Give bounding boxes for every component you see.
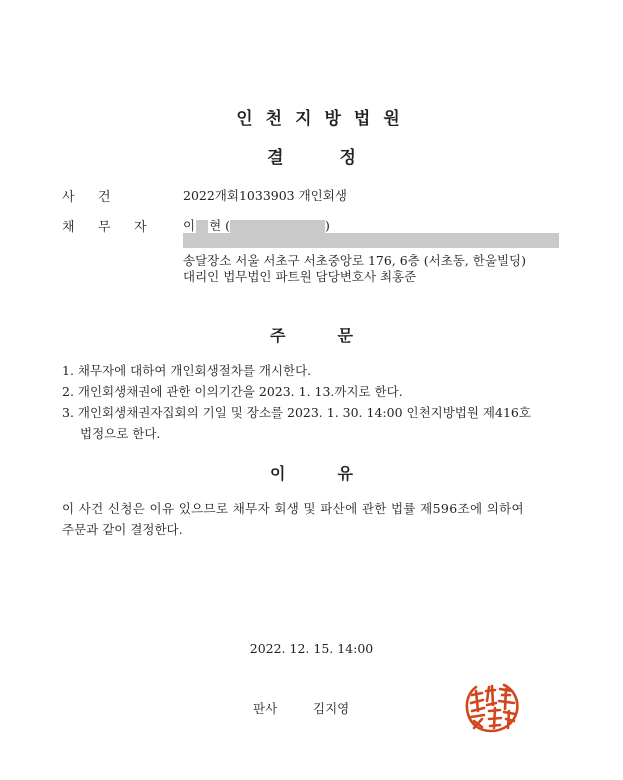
order-item: 3. 개인회생채권자집회의 기일 및 장소를 2023. 1. 30. 14:00 인천지방법원 제416호 <box>62 405 531 420</box>
decision-date: 2022. 12. 15. 14:00 <box>249 641 374 656</box>
court-name: 인천지방법원 <box>236 109 413 129</box>
reason-heading-part: 유 <box>337 464 353 483</box>
reason-heading-part: 이 <box>270 464 286 483</box>
document-type-part: 정 <box>339 148 356 168</box>
legal-agent: 대리인 법무법인 파트원 담당변호사 최홍준 <box>183 269 417 284</box>
debtor-label <box>62 216 147 235</box>
document-type-part: 결 <box>267 148 284 168</box>
address-redaction <box>183 233 559 248</box>
order-heading <box>0 323 623 346</box>
id-redaction <box>230 220 325 234</box>
case-label <box>62 186 111 205</box>
judge-name: 김지영 <box>313 701 350 716</box>
id-close-paren: ) <box>325 218 330 233</box>
label-char: 자 <box>134 220 147 235</box>
order-item: 1. 채무자에 대하여 개인회생절차를 개시한다. <box>62 363 312 378</box>
reason-heading <box>0 461 623 484</box>
label-char: 건 <box>98 190 111 205</box>
judge-title: 판사 <box>253 701 278 716</box>
reason-text-line: 주문과 같이 결정한다. <box>62 522 183 537</box>
order-heading-part: 문 <box>337 326 353 345</box>
service-address: 송달장소 서울 서초구 서초중앙로 176, 6층 (서초동, 한울빌딩) <box>183 253 526 268</box>
reason-text-line: 이 사건 신청은 이유 있으므로 채무자 회생 및 파산에 관한 법률 제596조에 의하여 <box>62 501 524 516</box>
debtor-name <box>183 216 330 234</box>
id-open-paren: ( <box>225 218 231 233</box>
case-number: 2022개회1033903 개인회생 <box>183 188 347 203</box>
label-char: 채 <box>62 220 75 235</box>
order-item-continuation: 법정으로 한다. <box>80 426 161 441</box>
document-type <box>0 143 623 168</box>
order-item: 2. 개인회생채권에 관한 이의기간을 2023. 1. 13.까지로 한다. <box>62 384 403 399</box>
order-heading-part: 주 <box>270 326 286 345</box>
debtor-name-first: 이 <box>183 218 196 233</box>
judge-seal <box>462 681 520 733</box>
label-char: 사 <box>62 190 75 205</box>
label-char: 무 <box>98 220 111 235</box>
debtor-name-last: 현 <box>209 218 222 233</box>
name-redaction <box>196 220 208 234</box>
